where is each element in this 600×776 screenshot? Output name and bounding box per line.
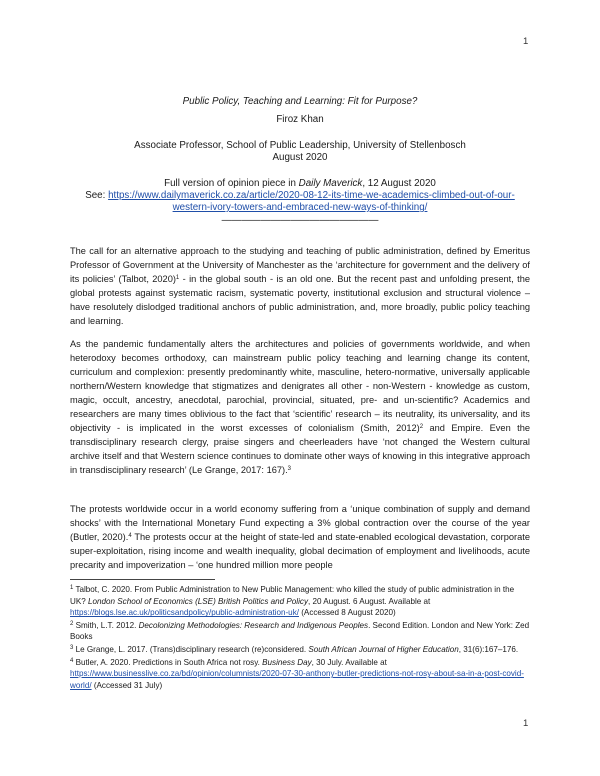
footnotes xyxy=(70,584,530,692)
page-number-bottom: 1 xyxy=(523,718,529,729)
footnote-3-text-a: Le Grange, L. 2017. (Trans)disciplinary research (re)considered. xyxy=(73,644,309,654)
author-name: Firoz Khan xyxy=(276,114,324,125)
paragraph-2-text-b: and Empire. Even the transdisciplinary research clergy, praise singers and cheerleaders have ‘not changed the Western cultural archive itself and that Western science continues to dominate other ways of knowing in this integrative approach in transdisciplinary research’ (Le Grange, 2017: 167). xyxy=(70,423,530,475)
author-affiliation: Associate Professor, School of Public Leadership, University of Stellenbosch xyxy=(134,140,466,151)
footnote-ref-4[interactable]: 4 xyxy=(128,533,132,539)
footnote-1-text-c: (Accessed 8 August 2020) xyxy=(298,608,396,618)
footnote-4-text-b: , 30 July. Available at xyxy=(311,657,387,667)
document-date: August 2020 xyxy=(272,152,328,163)
footnote-1-text-a: Talbot, C. 2020. From Public Administration to New Public Management: who killed the study of public administration in the UK? xyxy=(70,585,515,606)
footnote-2-text-b: . Second Edition. London and New York: Zed Books xyxy=(70,620,530,642)
footnote-3 xyxy=(70,644,530,656)
document-title: Public Policy, Teaching and Learning: Fit for Purpose? xyxy=(182,96,418,107)
footnote-ref-2[interactable]: 2 xyxy=(419,424,424,430)
paragraph-3-text-b: The protests occur at the height of state-led and state-enabled ecological devastation, corporate super-exploitation, rising income and wealth inequality, global decimation of employment and livelihoods, acute precarity and impoverization – ‘one hundred million more people xyxy=(70,532,530,570)
footnote-separator xyxy=(70,579,215,580)
paragraph-1-text-b: - in the global south - is an old one. But the recent past and unfolding present, the global protests against systematic racism, systematic poverty, institutional exclusion and structural violence – have resolutely dislodged traditional anchors of public administration, and, more broadly, public policy teaching and learning. xyxy=(70,274,530,326)
footnote-2 xyxy=(70,620,530,643)
footnote-2-number: 2 xyxy=(70,620,74,627)
footnote-1-number: 1 xyxy=(70,585,74,591)
publication-note-prefix: Full version of opinion piece in xyxy=(164,178,299,189)
footnote-ref-3[interactable]: 3 xyxy=(287,466,292,472)
footnote-ref-1[interactable]: 1 xyxy=(175,275,180,281)
footnote-4-journal: Business Day xyxy=(262,657,312,667)
footnote-1-journal: London School of Economics (LSE) British Politics and Policy xyxy=(88,596,308,606)
daily-maverick-link[interactable]: https://www.dailymaverick.co.za/article/2020-08-12-its-time-we-academics-climbed-out-of-our-western-ivory-towers-and-embraced-new-ways-of-thinking/ xyxy=(108,190,515,213)
footnote-3-journal: South African Journal of Higher Education xyxy=(308,644,459,654)
paragraph-1-text-a: The call for an alternative approach to the studying and teaching of public administration, defined by Emeritus Professor of Government at the University of Manchester as the ‘architecture for government and the delivery of its policies’ (Talbot, 2020) xyxy=(70,246,530,284)
paragraph-2 xyxy=(70,337,530,477)
footnote-1 xyxy=(70,584,530,619)
businesslive-link[interactable]: https://www.businesslive.co.za/bd/opinion/columnists/2020-07-30-anthony-butler-predictions-not-rosy-about-sa-in-a-post-covid-world/ xyxy=(70,669,524,690)
paragraph-1 xyxy=(70,244,530,328)
footnote-2-book: Decolonizing Methodologies: Research and Indigenous Peoples xyxy=(138,620,369,630)
footnote-4-text-a: Butler, A. 2020. Predictions in South Africa not rosy. xyxy=(73,657,263,667)
paragraph-2-text-a: As the pandemic fundamentally alters the architectures and policies of governments worldwide, and when heterodoxy becomes orthodoxy, can mainstream public policy teaching and learning change its content, curriculum and complexion: presently predominantly white, masculine, hetero-normative, universally applicable northern/Western knowledge that stigmatizes and denigrates all other - non-Western - knowledge as custom, magic, occult, ancestry, anecdotal, parochial, provincial, situated, pre- and un-scientific? Academics and researchers are many times oblivious to the fact that ‘scientific’ research – its neutrality, its universality, and its objectivity - is implicated in the worst excesses of colonialism (Smith, 2012) xyxy=(70,339,530,433)
footnote-4-text-c: (Accessed 31 July) xyxy=(91,680,163,690)
footnote-1-text-b: , 20 August. 6 August. Available at xyxy=(308,596,431,606)
publication-note xyxy=(70,177,530,190)
paragraph-3 xyxy=(70,502,530,572)
page-number-top: 1 xyxy=(523,36,529,47)
see-label: See: xyxy=(85,190,109,201)
footnote-3-text-b: , 31(6):167–176. xyxy=(458,644,519,654)
separator-rule: ———————————————— xyxy=(221,215,379,226)
see-link-line xyxy=(70,190,530,214)
lse-blog-link[interactable]: https://blogs.lse.ac.uk/politicsandpolicy/public-administration-uk/ xyxy=(70,608,299,618)
paragraph-3-text-a: The protests worldwide occur in a world economy suffering from a ‘unique combination of supply and demand shocks’ with the International Monetary Fund expecting a 3% global contraction over the course of the year (Butler, 2020). xyxy=(70,504,530,542)
footnote-4 xyxy=(70,657,530,692)
footnote-2-text-a: Smith, L.T. 2012. xyxy=(73,620,139,630)
footnote-3-number: 3 xyxy=(70,644,74,651)
publication-name: Daily Maverick xyxy=(298,178,363,189)
publication-note-suffix: , 12 August 2020 xyxy=(362,178,436,189)
footnote-4-number: 4 xyxy=(70,657,74,664)
